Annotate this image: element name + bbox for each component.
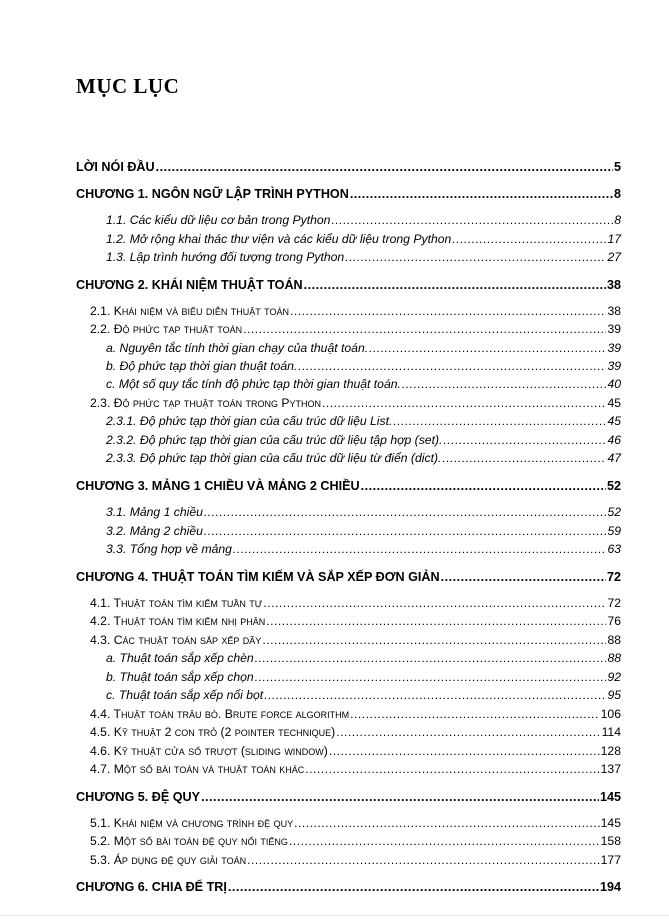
dot-leader (331, 212, 613, 228)
dot-leader (156, 159, 613, 175)
toc-entry-label: 4.4. Thuật toán trâu bò. Brute force algorithm (90, 707, 350, 721)
toc-entry-label: a. Thuật toán sắp xếp chèn (106, 651, 254, 665)
toc-entry-label: CHƯƠNG 6. CHIA ĐỂ TRỊ (76, 880, 227, 894)
toc-entry-chapter-3[interactable] (76, 478, 621, 494)
toc-page-number: 194 (599, 880, 621, 894)
toc-page-number: 52 (607, 505, 621, 519)
toc-entry-chapter-6[interactable] (76, 879, 621, 895)
toc-entry-5-3[interactable] (90, 852, 621, 868)
dot-leader (452, 231, 606, 247)
dot-leader (201, 789, 599, 805)
toc-entry-2-3-3[interactable] (106, 450, 621, 466)
toc-entry-label: b. Độ phức tạp thời gian thuật toán. (106, 359, 298, 373)
dot-leader (345, 249, 606, 265)
toc-entry-5-2[interactable] (90, 833, 621, 849)
dot-leader (243, 321, 606, 337)
toc-entry-1-3[interactable] (106, 249, 621, 265)
dot-leader (369, 340, 606, 356)
dot-leader (350, 706, 600, 722)
dot-leader (290, 303, 606, 319)
toc-entry-label: c. Thuật toán sắp xếp nổi bọt (106, 688, 264, 702)
toc-entry-label: 2.3.1. Độ phức tạp thời gian của cấu trúc dữ liệu List. (106, 414, 393, 428)
toc-page-number: 8 (614, 213, 621, 227)
dot-leader (266, 613, 606, 629)
toc-page-number: 128 (600, 744, 621, 758)
toc-entry-3-1[interactable] (106, 504, 621, 520)
toc-entry-label: 2.1. Khái niệm và biểu diễn thuật toán (90, 304, 290, 318)
toc-page-number: 145 (600, 816, 621, 830)
toc-entry-label: LỜI NÓI ĐẦU (76, 160, 155, 174)
toc-entry-3-3[interactable] (106, 541, 621, 557)
dot-leader (289, 833, 600, 849)
toc-page-number: 106 (600, 707, 621, 721)
toc-entry-5-1[interactable] (90, 815, 621, 831)
dot-leader (329, 743, 600, 759)
dot-leader (255, 650, 607, 666)
toc-entry-1-2[interactable] (106, 231, 621, 247)
toc-entry-label: 3.1. Mảng 1 chiều (106, 505, 203, 519)
toc-entry-2-2-b[interactable] (106, 358, 621, 374)
toc-page-number: 114 (601, 725, 621, 739)
toc-entry-4-6[interactable] (90, 743, 621, 759)
toc-entry-label: CHƯƠNG 2. KHÁI NIỆM THUẬT TOÁN (76, 278, 303, 292)
toc-entry-4-3-c[interactable] (106, 687, 621, 703)
toc-entry-label: 2.2. Độ phức tạp thuật toán (90, 322, 243, 336)
toc-entry-label: CHƯƠNG 5. ĐỆ QUY (76, 790, 201, 804)
toc-page-number: 92 (607, 670, 621, 684)
dot-leader (442, 450, 606, 466)
toc-page-number: 72 (607, 596, 621, 610)
toc-page-number: 39 (607, 341, 621, 355)
dot-leader (441, 569, 606, 585)
toc-entry-4-3-a[interactable] (106, 650, 621, 666)
dot-leader (233, 541, 607, 557)
dot-leader (204, 523, 607, 539)
page-bottom-divider (0, 915, 669, 916)
toc-entry-label: 5.1. Khái niệm và chương trình đệ quy (90, 816, 294, 830)
toc-entry-label: 4.1. Thuật toán tìm kiếm tuần tự (90, 596, 263, 610)
dot-leader (322, 395, 606, 411)
toc-entry-3-2[interactable] (106, 523, 621, 539)
toc-entry-1-1[interactable] (106, 212, 621, 228)
toc-entry-chapter-4[interactable] (76, 569, 621, 585)
toc-page-number: 177 (600, 853, 621, 867)
toc-page-number: 158 (600, 834, 621, 848)
toc-page-number: 88 (607, 651, 621, 665)
page-title: MỤC LỤC (76, 74, 180, 98)
toc-page-number: 137 (600, 762, 621, 776)
toc-page-number: 88 (607, 633, 621, 647)
toc-page-number: 27 (607, 250, 621, 264)
toc-entry-label: 2.3. Độ phức tạp thuật toán trong Python (90, 396, 321, 410)
dot-leader (247, 852, 600, 868)
toc-page-number: 145 (599, 790, 621, 804)
toc-entry-label: 5.2. Một số bài toán đệ quy nổi tiếng (90, 834, 288, 848)
toc-entry-4-2[interactable] (90, 613, 621, 629)
toc-entry-4-7[interactable] (90, 761, 621, 777)
toc-entry-label: 4.6. Kỹ thuật cửa sổ trượt (sliding window) (90, 744, 328, 758)
toc-entry-2-2-c[interactable] (106, 376, 621, 392)
toc-entry-label: 4.3. Các thuật toán sắp xếp dãy (90, 633, 262, 647)
toc-page-number: 8 (613, 187, 621, 201)
toc-page-number: 39 (607, 359, 621, 373)
toc-entry-label: 1.2. Mở rộng khai thác thư viện và các kiểu dữ liệu trong Python (106, 232, 452, 246)
toc-page-number: 17 (607, 232, 621, 246)
toc-entry-label: 1.3. Lập trình hướng đối tượng trong Python (106, 250, 345, 264)
toc-entry-2-2-a[interactable] (106, 340, 621, 356)
toc-entry-label: 3.3. Tổng hợp về mảng (106, 542, 232, 556)
toc-entry-4-1[interactable] (90, 595, 621, 611)
toc-entry-2-1[interactable] (90, 303, 621, 319)
toc-entry-label: CHƯƠNG 1. NGÔN NGỮ LẬP TRÌNH PYTHON (76, 187, 349, 201)
dot-leader (443, 432, 606, 448)
toc-page-number: 45 (607, 414, 621, 428)
toc-page-number: 38 (606, 278, 621, 292)
toc-page-number: 47 (607, 451, 621, 465)
toc-page-number: 63 (607, 542, 621, 556)
dot-leader (402, 376, 607, 392)
toc-entry-label: 2.3.3. Độ phức tạp thời gian của cấu trúc dữ liệu từ điển (dict). (106, 451, 442, 465)
toc-entry-label: 4.2. Thuật toán tìm kiếm nhị phân (90, 614, 266, 628)
toc-entry-label: b. Thuật toán sắp xếp chọn (106, 670, 254, 684)
toc-entry-label: 4.7. Một số bài toán và thuật toán khác (90, 762, 305, 776)
toc-page-number: 5 (613, 160, 621, 174)
dot-leader (294, 815, 600, 831)
toc-page-number: 59 (607, 524, 621, 538)
toc-entry-label: 5.3. Áp dụng đệ quy giải toán (90, 853, 247, 867)
dot-leader (204, 504, 607, 520)
toc-page-number: 38 (607, 304, 621, 318)
toc-page-number: 40 (607, 377, 621, 391)
dot-leader (228, 879, 599, 895)
dot-leader (305, 761, 599, 777)
toc-entry-preface[interactable] (76, 159, 621, 175)
toc-entry-4-3-b[interactable] (106, 669, 621, 685)
toc-entry-label: CHƯƠNG 3. MẢNG 1 CHIỀU VÀ MẢNG 2 CHIỀU (76, 479, 360, 493)
toc-entry-2-3-2[interactable] (106, 432, 621, 448)
toc-entry-4-5[interactable] (90, 724, 621, 740)
dot-leader (255, 669, 607, 685)
toc-entry-chapter-2[interactable] (76, 277, 621, 293)
toc-entry-label: c. Một số quy tắc tính độ phức tạp thời gian thuật toán. (106, 377, 401, 391)
toc-entry-chapter-1[interactable] (76, 186, 621, 202)
dot-leader (263, 595, 606, 611)
dot-leader (264, 687, 606, 703)
toc-entry-label: 2.3.2. Độ phức tạp thời gian của cấu trúc dữ liệu tập hợp (set). (106, 433, 443, 447)
dot-leader (393, 413, 606, 429)
toc-page-number: 72 (606, 570, 621, 584)
toc-page-number: 52 (606, 479, 621, 493)
toc-entry-chapter-5[interactable] (76, 789, 621, 805)
toc-entry-label: 1.1. Các kiểu dữ liệu cơ bản trong Python (106, 213, 331, 227)
toc-page-number: 95 (607, 688, 621, 702)
toc-entry-2-3[interactable] (90, 395, 621, 411)
toc-entry-label: 3.2. Mảng 2 chiều (106, 524, 203, 538)
dot-leader (361, 478, 606, 494)
toc-entry-label: a. Nguyên tắc tính thời gian chạy của thuật toán. (106, 341, 369, 355)
toc-entry-label: CHƯƠNG 4. THUẬT TOÁN TÌM KIẾM VÀ SẮP XẾP ĐƠN GIẢN (76, 570, 440, 584)
dot-leader (350, 186, 613, 202)
dot-leader (336, 724, 600, 740)
toc-entry-4-4[interactable] (90, 706, 621, 722)
toc-entry-4-3[interactable] (90, 632, 621, 648)
toc-page-number: 46 (607, 433, 621, 447)
dot-leader (304, 277, 606, 293)
toc-page-number: 76 (607, 614, 621, 628)
toc-entry-2-2[interactable] (90, 321, 621, 337)
toc-page-number: 45 (607, 396, 621, 410)
toc-entry-2-3-1[interactable] (106, 413, 621, 429)
dot-leader (262, 632, 606, 648)
toc-entry-label: 4.5. Kỹ thuật 2 con trỏ (2 pointer technique) (90, 725, 336, 739)
dot-leader (298, 358, 606, 374)
toc-page-number: 39 (607, 322, 621, 336)
